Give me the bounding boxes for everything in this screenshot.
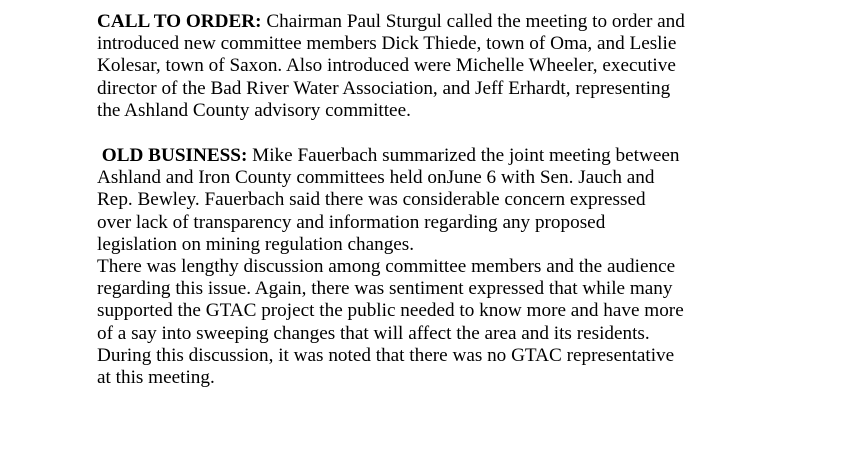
- paragraph-line: legislation on mining regulation changes.: [97, 233, 415, 255]
- paragraph-line: at this meeting.: [97, 367, 215, 389]
- call-to-order-paragraph: [97, 11, 797, 122]
- paragraph-line: introduced new committee members Dick Thiede, town of Oma, and Leslie: [97, 33, 677, 55]
- paragraph-line: supported the GTAC project the public needed to know more and have more: [97, 300, 684, 322]
- old-business-heading: OLD BUSINESS:: [101, 145, 248, 167]
- call-to-order-heading: CALL TO ORDER:: [97, 11, 262, 32]
- old-business-paragraph: [97, 145, 797, 389]
- paragraph-line: director of the Bad River Water Association, and Jeff Erhardt, representing: [97, 77, 671, 99]
- paragraph-line: [97, 11, 797, 33]
- call-to-order-first-line: Chairman Paul Sturgul called the meeting to order and: [261, 11, 685, 32]
- old-business-first-line: Mike Fauerbach summarized the joint meeting between: [247, 145, 680, 167]
- paragraph-line: There was lengthy discussion among committee members and the audience: [97, 256, 676, 278]
- paragraph-line: During this discussion, it was noted that there was no GTAC representative: [97, 344, 675, 366]
- paragraph-spacer: [97, 122, 797, 145]
- paragraph-line: of a say into sweeping changes that will affect the area and its residents.: [97, 322, 650, 344]
- paragraph-line: [97, 145, 797, 167]
- paragraph-line: Rep. Bewley. Fauerbach said there was considerable concern expressed: [97, 189, 646, 211]
- paragraph-line: Kolesar, town of Saxon. Also introduced were Michelle Wheeler, executive: [97, 55, 676, 77]
- paragraph-line: Ashland and Iron County committees held onJune 6 with Sen. Jauch and: [97, 167, 655, 189]
- paragraph-line: over lack of transparency and information regarding any proposed: [97, 211, 606, 233]
- document-body: [97, 11, 797, 389]
- paragraph-line: the Ashland County advisory committee.: [97, 99, 411, 121]
- paragraph-line: regarding this issue. Again, there was sentiment expressed that while many: [97, 278, 673, 300]
